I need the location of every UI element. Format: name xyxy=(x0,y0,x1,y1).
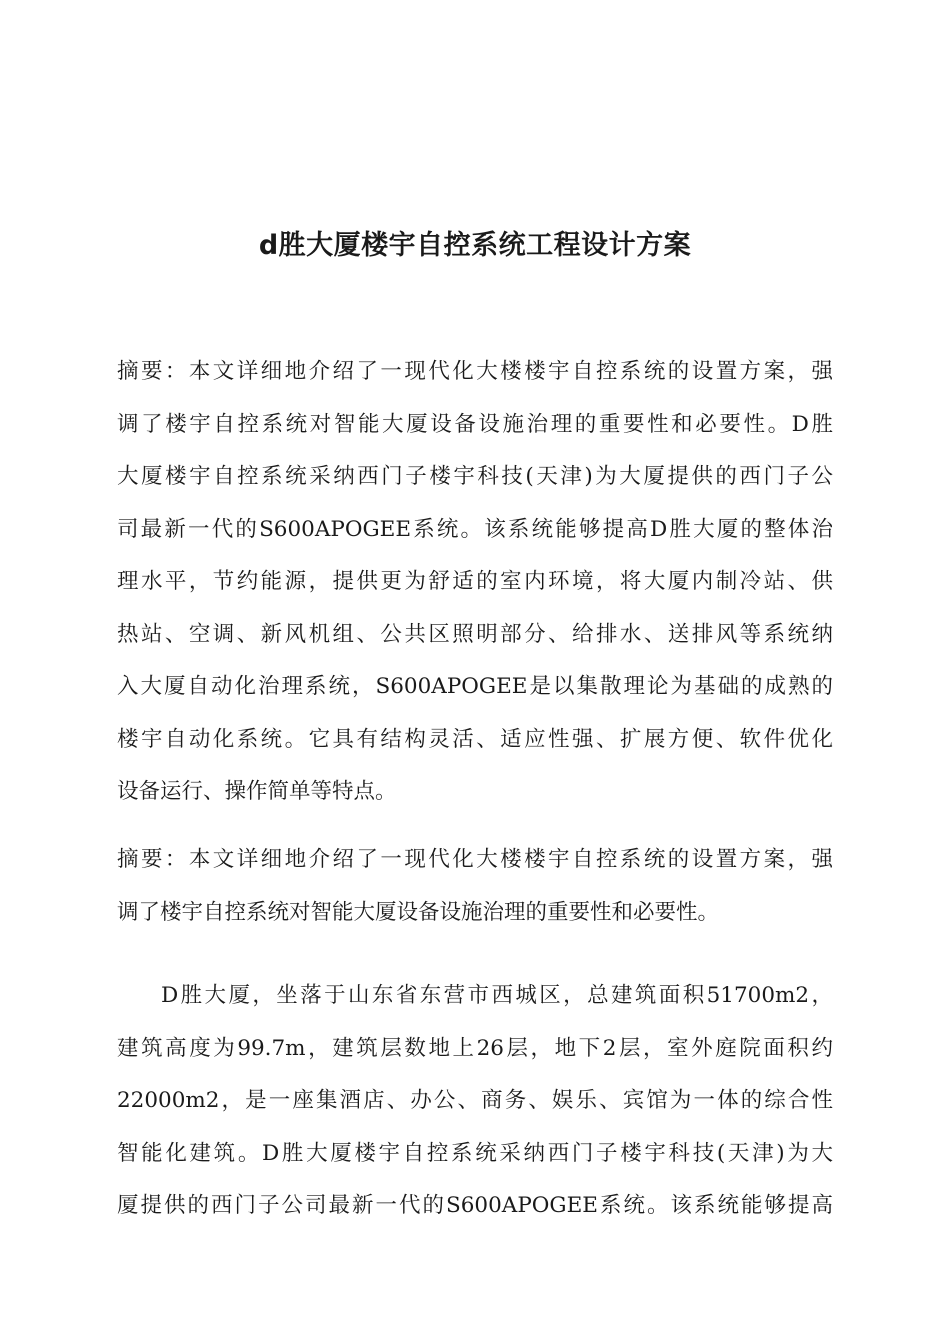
paragraph-line: 摘要：本文详细地介绍了一现代化大楼楼宇自控系统的设置方案，强 xyxy=(117,359,833,384)
paragraph-line: D胜大厦，坐落于山东省东营市西城区，总建筑面积51700m2， xyxy=(161,983,833,1008)
paragraph-line: 大厦楼宇自控系统采纳西门子楼宇科技(天津)为大厦提供的西门子公 xyxy=(117,464,833,489)
paragraph-line: 入大厦自动化治理系统，S600APOGEE是以集散理论为基础的成熟的 xyxy=(117,674,833,699)
paragraph-line: 智能化建筑。D胜大厦楼宇自控系统采纳西门子楼宇科技(天津)为大 xyxy=(117,1140,833,1166)
paragraph-line: 调了楼宇自控系统对智能大厦设备设施治理的重要性和必要性。 xyxy=(117,899,720,925)
paragraph-line: 22000m2，是一座集酒店、办公、商务、娱乐、宾馆为一体的综合性 xyxy=(117,1088,833,1113)
building-overview-paragraph xyxy=(117,970,833,1233)
paragraph-line: 热站、空调、新风机组、公共区照明部分、给排水、送排风等系统纳 xyxy=(117,621,833,647)
document-title: d胜大厦楼宇自控系统工程设计方案 xyxy=(258,230,692,261)
paragraph-line: 司最新一代的S600APOGEE系统。该系统能够提高D胜大厦的整体治 xyxy=(117,516,833,542)
paragraph-line: 理水平，节约能源，提供更为舒适的室内环境，将大厦内制冷站、供 xyxy=(117,569,833,594)
paragraph-line: 调了楼宇自控系统对智能大厦设备设施治理的重要性和必要性。D胜 xyxy=(117,411,833,437)
paragraph-line: 楼宇自动化系统。它具有结构灵活、适应性强、扩展方便、软件优化 xyxy=(117,726,833,752)
abstract-paragraph xyxy=(117,346,833,819)
paragraph-line: 摘要：本文详细地介绍了一现代化大楼楼宇自控系统的设置方案，强 xyxy=(117,847,833,872)
paragraph-line: 厦提供的西门子公司最新一代的S600APOGEE系统。该系统能够提高 xyxy=(117,1193,833,1218)
paragraph-line: 设备运行、操作简单等特点。 xyxy=(117,779,397,804)
abstract-repeat-paragraph xyxy=(117,834,833,939)
paragraph-line: 建筑高度为99.7m，建筑层数地上26层，地下2层，室外庭院面积约 xyxy=(117,1035,833,1061)
